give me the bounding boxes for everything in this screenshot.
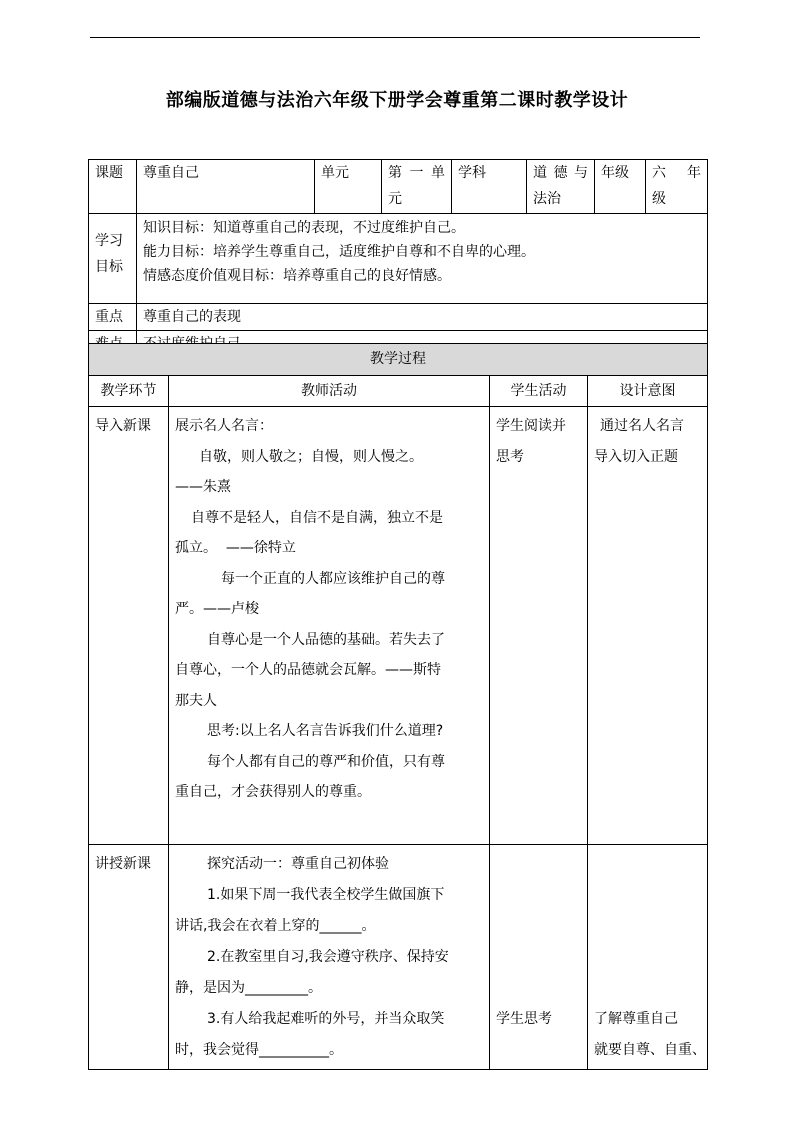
intro-line: 每个人都有自己的尊严和价值，只有尊: [207, 753, 445, 770]
topic-value: 尊重自己: [137, 160, 315, 214]
teach-student-text: 学生思考: [496, 1011, 552, 1027]
intro-line: 自尊心是一个人品德的基础。若失去了: [207, 631, 445, 648]
objectives-label-line: 目标: [95, 259, 123, 275]
objectives-label: [89, 214, 137, 304]
objective-ability: 能力目标：培养学生尊重自己，适度维护自尊和不自卑的心理。: [143, 244, 535, 260]
document-title: 部编版道德与法治六年级下册学会尊重第二课时教学设计: [165, 90, 629, 111]
teach-teacher-activity: [169, 845, 490, 1070]
intro-stage: 导入新课: [89, 407, 169, 845]
grade-value: [646, 160, 708, 214]
intro-design-intent: [588, 407, 708, 845]
teach-line: 探究活动一：尊重自己初体验: [207, 856, 389, 872]
objective-attitude: 情感态度价值观目标：培养尊重自己的良好情感。: [143, 268, 451, 284]
teach-line: 讲话,我会在衣着上穿的______。: [175, 918, 376, 934]
teach-stage: 讲授新课: [89, 845, 169, 1070]
teach-intent-line: 了解尊重自己: [594, 1011, 678, 1027]
unit-v-line-2: 元: [388, 191, 402, 207]
unit-v-line-1: 第一单: [388, 165, 445, 181]
intro-line: 孤立。 ——徐特立: [175, 540, 296, 556]
header-teacher: 教师活动: [169, 376, 490, 407]
teach-design-intent: [588, 845, 708, 1070]
objectives-label-line: 学习: [95, 233, 123, 249]
intro-line: 重自己，才会获得别人的尊重。: [175, 784, 371, 800]
lesson-info-table: [88, 159, 708, 358]
intro-line: 自尊不是轻人，自信不是自满，独立不是: [191, 509, 443, 526]
grade-v-line-1: 六年: [652, 165, 701, 181]
header-intent: 设计意图: [588, 376, 708, 407]
key-point-value: 尊重自己的表现: [137, 304, 708, 331]
teach-line: 静，是因为_________。: [175, 980, 322, 996]
intro-line: 严。——卢梭: [175, 601, 259, 617]
teaching-process-table: [88, 343, 708, 1070]
header-student: 学生活动: [490, 376, 588, 407]
unit-label: 单元: [315, 160, 382, 214]
objective-knowledge: 知识目标：知道尊重自己的表现，不过度维护自己。: [143, 220, 465, 236]
intro-student-line: 学生阅读并: [496, 418, 566, 434]
intro-line: 展示名人名言：: [175, 418, 273, 434]
teach-line: 1.如果下周一我代表全校学生做国旗下: [207, 887, 445, 903]
subject-label: 学科: [452, 160, 527, 214]
header-stage: 教学环节: [89, 376, 169, 407]
subject-v-line-2: 法治: [533, 191, 561, 207]
header-rule: [90, 37, 700, 38]
process-title: 教学过程: [89, 344, 708, 376]
intro-student-activity: [490, 407, 588, 845]
intro-line: 自敬，则人敬之；自慢，则人慢之。: [199, 448, 423, 465]
objectives-content: [137, 214, 708, 304]
key-point-label: 重点: [89, 304, 137, 331]
intro-line: 思考:以上名人名言告诉我们什么道理?: [207, 723, 444, 739]
teach-student-activity: [490, 845, 588, 1070]
teach-line: 3.有人给我起难听的外号，并当众取笑: [207, 1011, 445, 1027]
teach-intent-line: 就要自尊、自重、: [594, 1042, 706, 1058]
intro-student-line: 思考: [496, 448, 524, 465]
unit-value: [382, 160, 452, 214]
intro-line: 自尊心，一个人的品德就会瓦解。——斯特: [175, 662, 441, 678]
intro-teacher-activity: [169, 407, 490, 845]
intro-line: ——朱熹: [175, 479, 231, 495]
subject-value: [527, 160, 595, 214]
intro-line: 那夫人: [175, 692, 217, 709]
grade-label: 年级: [595, 160, 646, 214]
topic-label: 课题: [89, 160, 137, 214]
teach-line: 时，我会觉得__________。: [175, 1042, 343, 1058]
teach-line: 2.在教室里自习,我会遵守秩序、保持安: [207, 949, 449, 965]
grade-v-line-2: 级: [652, 191, 666, 207]
intro-line: 每一个正直的人都应该维护自己的尊: [221, 570, 445, 587]
intro-intent-line: 通过名人名言: [600, 418, 684, 434]
intro-intent-line: 导入切入正题: [594, 448, 678, 465]
subject-v-line-1: 道德与: [533, 165, 588, 181]
